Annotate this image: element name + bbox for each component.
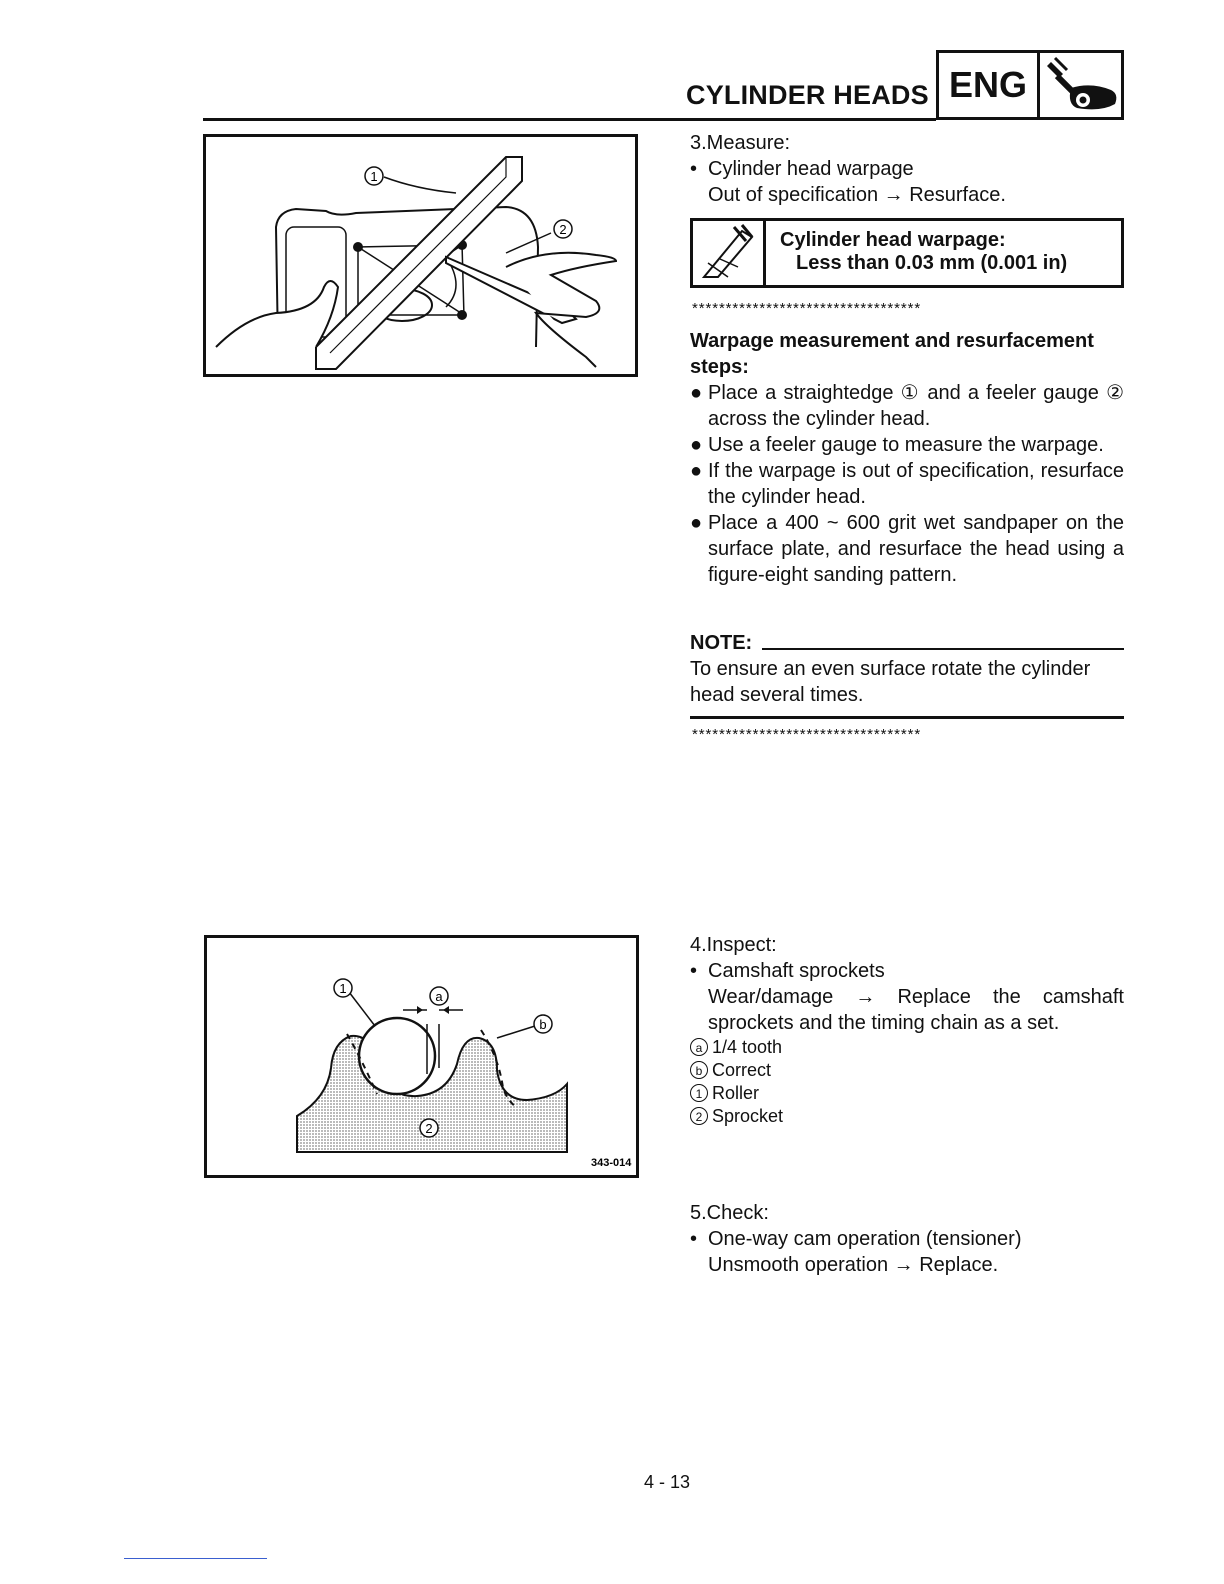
step3-heading: 3.Measure: <box>690 132 791 154</box>
step5-block <box>690 1200 1124 1278</box>
legend-mark: 1 <box>690 1084 708 1102</box>
page-title: CYLINDER HEADS <box>686 80 929 110</box>
figure-sprocket-wear <box>204 935 639 1178</box>
note-end-rule <box>690 716 1124 719</box>
step4-action: Wear/damage → Replace the camshaft sprockets and the timing chain as a set. <box>708 986 1124 1034</box>
step3-block <box>690 130 1126 208</box>
legend-item <box>690 1059 1124 1082</box>
procedure-bullet: ● Use a feeler gauge to measure the warpage. <box>690 434 1104 456</box>
step3-item: • Cylinder head warpage <box>690 158 914 180</box>
legend-text: 1/4 tooth <box>712 1037 783 1057</box>
legend-text: Sprocket <box>712 1106 784 1126</box>
callout-1: 1 <box>370 169 378 184</box>
caliper-icon <box>693 221 766 285</box>
note-label: NOTE: <box>690 632 753 654</box>
legend-mark: 2 <box>690 1107 708 1125</box>
legend-text: Roller <box>712 1083 760 1103</box>
procedure-bullet-text: Place a 400 ~ 600 grit wet sandpaper on the surface plate, and resurface the head using a figure-eight sanding pattern. <box>708 512 1124 586</box>
figure-code: 343-014 <box>591 1157 632 1169</box>
header-rule <box>203 118 936 121</box>
legend-item <box>690 1082 1124 1105</box>
step5-heading: 5.Check: <box>690 1202 769 1224</box>
callout-1: 1 <box>339 981 347 996</box>
note-block <box>690 630 1124 719</box>
step4-block <box>690 932 1124 1128</box>
section-badge <box>936 50 1124 120</box>
legend-mark: a <box>690 1038 708 1056</box>
legend-item <box>690 1105 1124 1128</box>
legend-item <box>690 1036 1124 1059</box>
procedure-title: Warpage measurement and resurfacement steps: <box>690 330 1094 378</box>
stars-top: ********************************** <box>692 300 922 317</box>
section-label: ENG <box>939 53 1040 117</box>
step4-item-text: Camshaft sprockets <box>708 960 885 982</box>
procedure-bullet-text: If the warpage is out of specification, resurface the cylinder head. <box>708 460 1124 508</box>
step3-item-text: Cylinder head warpage <box>708 158 914 180</box>
legend <box>690 1036 1124 1128</box>
stars-bottom: ********************************** <box>692 726 922 743</box>
callout-2: 2 <box>425 1121 433 1136</box>
procedure-bullet: ● Place a straightedge ① and a feeler gauge ② across the cylinder head. <box>690 382 1124 430</box>
procedure-bullet: ● Place a 400 ~ 600 grit wet sandpaper on the surface plate, and resurface the head using a figure-eight sanding pattern. <box>690 512 1124 586</box>
callout-a: a <box>435 989 443 1004</box>
step5-item-text: One-way cam operation (tensioner) <box>708 1228 1022 1250</box>
figure-warpage-measurement <box>203 134 638 377</box>
callout-b: b <box>539 1017 547 1032</box>
legend-mark: b <box>690 1061 708 1079</box>
legend-text: Correct <box>712 1060 772 1080</box>
procedure-bullet-text: Place a straightedge ① and a feeler gauge ② across the cylinder head. <box>708 382 1124 430</box>
engine-wrench-icon <box>1040 53 1121 117</box>
procedure-bullet: ● If the warpage is out of specification, resurface the cylinder head. <box>690 460 1124 508</box>
spec-box <box>690 218 1124 288</box>
procedure-block <box>690 328 1124 588</box>
note-rule <box>762 648 1124 650</box>
spec-text <box>766 221 1067 285</box>
step5-action: Unsmooth operation → Replace. <box>708 1254 999 1276</box>
step4-heading: 4.Inspect: <box>690 934 777 956</box>
note-text: To ensure an even surface rotate the cylinder head several times. <box>690 658 1091 706</box>
step5-item: • One-way cam operation (tensioner) <box>690 1228 1022 1250</box>
footer-link-rule <box>124 1558 267 1559</box>
step3-action: Out of specification → Resurface. <box>708 184 1006 206</box>
spec-title: Cylinder head warpage: <box>780 229 1006 251</box>
step4-item: • Camshaft sprockets <box>690 960 885 982</box>
spec-value: Less than 0.03 mm (0.001 in) <box>796 252 1068 274</box>
page-number: 4 - 13 <box>643 1472 691 1492</box>
procedure-bullet-text: Use a feeler gauge to measure the warpage. <box>708 434 1104 456</box>
callout-2: 2 <box>559 222 567 237</box>
